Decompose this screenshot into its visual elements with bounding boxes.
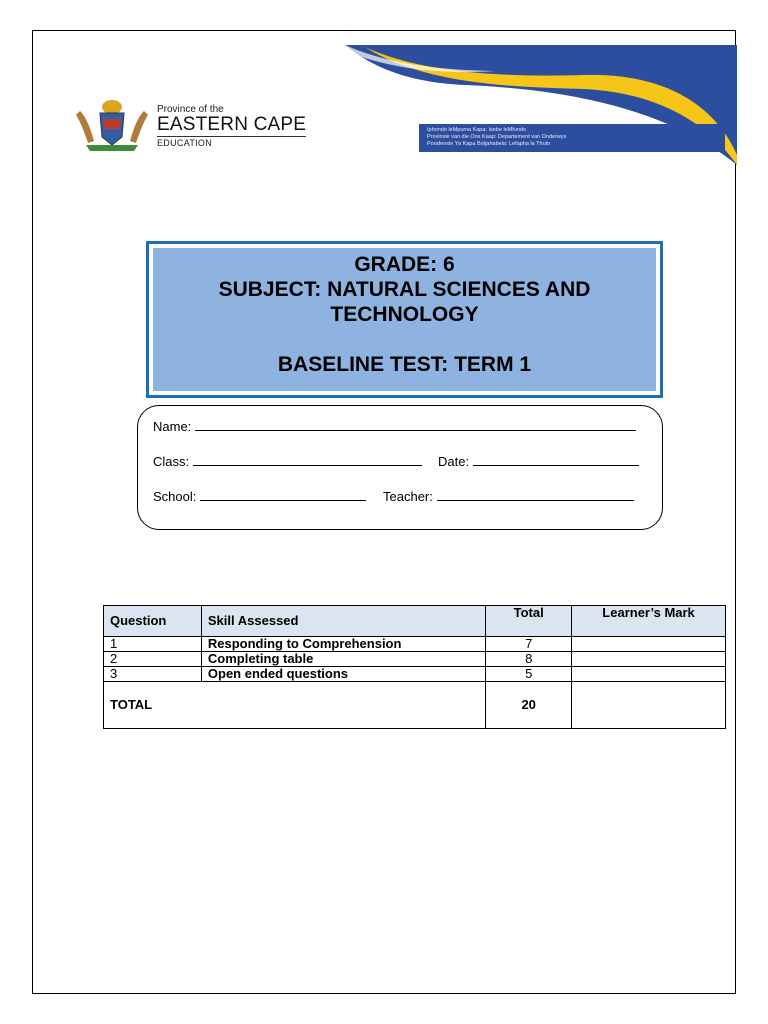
logo-name: EASTERN CAPE: [157, 114, 307, 135]
learner-mark-cell[interactable]: [572, 652, 726, 667]
total-label: TOTAL: [104, 682, 486, 729]
dept-strip-line: Porafensie Ya Kapa Botjahabela: Lefapha la Thuto: [427, 141, 551, 147]
dept-strip-line: Provinsie van die Oos Kaap: Departement van Onderwys: [427, 134, 567, 140]
test-title: BASELINE TEST: TERM 1: [277, 353, 532, 376]
learner-mark-cell[interactable]: [572, 637, 726, 652]
date-field: [438, 453, 639, 469]
school-input-line[interactable]: [200, 488, 366, 501]
subject-title-line1: SUBJECT: NATURAL SCIENCES AND: [218, 278, 591, 301]
name-input-line[interactable]: [195, 418, 636, 431]
total-marks: 5: [486, 667, 572, 682]
learner-info-box: [137, 405, 663, 530]
teacher-input-line[interactable]: [437, 488, 634, 501]
header-skill: Skill Assessed: [201, 606, 485, 637]
total-row: [104, 682, 726, 729]
question-number: 3: [104, 667, 202, 682]
header-question: Question: [104, 606, 202, 637]
header-learners-mark: Learner’s Mark: [572, 606, 726, 637]
school-label: School:: [153, 489, 197, 504]
table-row: [104, 652, 726, 667]
date-input-line[interactable]: [473, 453, 639, 466]
subject-title-line2: TECHNOLOGY: [330, 303, 479, 326]
table-row: [104, 637, 726, 652]
skill-assessed: Open ended questions: [201, 667, 485, 682]
teacher-field: [383, 488, 634, 504]
learner-total-cell[interactable]: [572, 682, 726, 729]
logo-department: EDUCATION: [157, 138, 213, 148]
total-value: 20: [486, 682, 572, 729]
dept-strip-line: Iphondo leMpuma Kapa: Isebe leMfundo: [427, 127, 527, 133]
class-label: Class:: [153, 454, 190, 469]
logo-province: Province of the: [157, 104, 224, 115]
question-number: 1: [104, 637, 202, 652]
total-marks: 8: [486, 652, 572, 667]
name-label: Name:: [153, 419, 192, 434]
school-field: [153, 488, 366, 504]
table-row: [104, 667, 726, 682]
class-input-line[interactable]: [193, 453, 422, 466]
name-field: [153, 418, 636, 434]
class-field: [153, 453, 422, 469]
teacher-label: Teacher:: [383, 489, 433, 504]
skill-assessed: Completing table: [201, 652, 485, 667]
coat-of-arms-icon: [72, 97, 152, 153]
title-box: [146, 241, 663, 398]
department-strip: [419, 124, 725, 152]
title-inner: [153, 248, 656, 391]
learner-mark-cell[interactable]: [572, 667, 726, 682]
table-header-row: [104, 606, 726, 637]
eastern-cape-logo: [157, 104, 306, 149]
total-marks: 7: [486, 637, 572, 652]
marks-table: [103, 605, 726, 729]
grade-title: GRADE: 6: [354, 253, 455, 276]
question-number: 2: [104, 652, 202, 667]
skill-assessed: Responding to Comprehension: [201, 637, 485, 652]
header-total: Total: [486, 606, 572, 637]
date-label: Date:: [438, 454, 470, 469]
